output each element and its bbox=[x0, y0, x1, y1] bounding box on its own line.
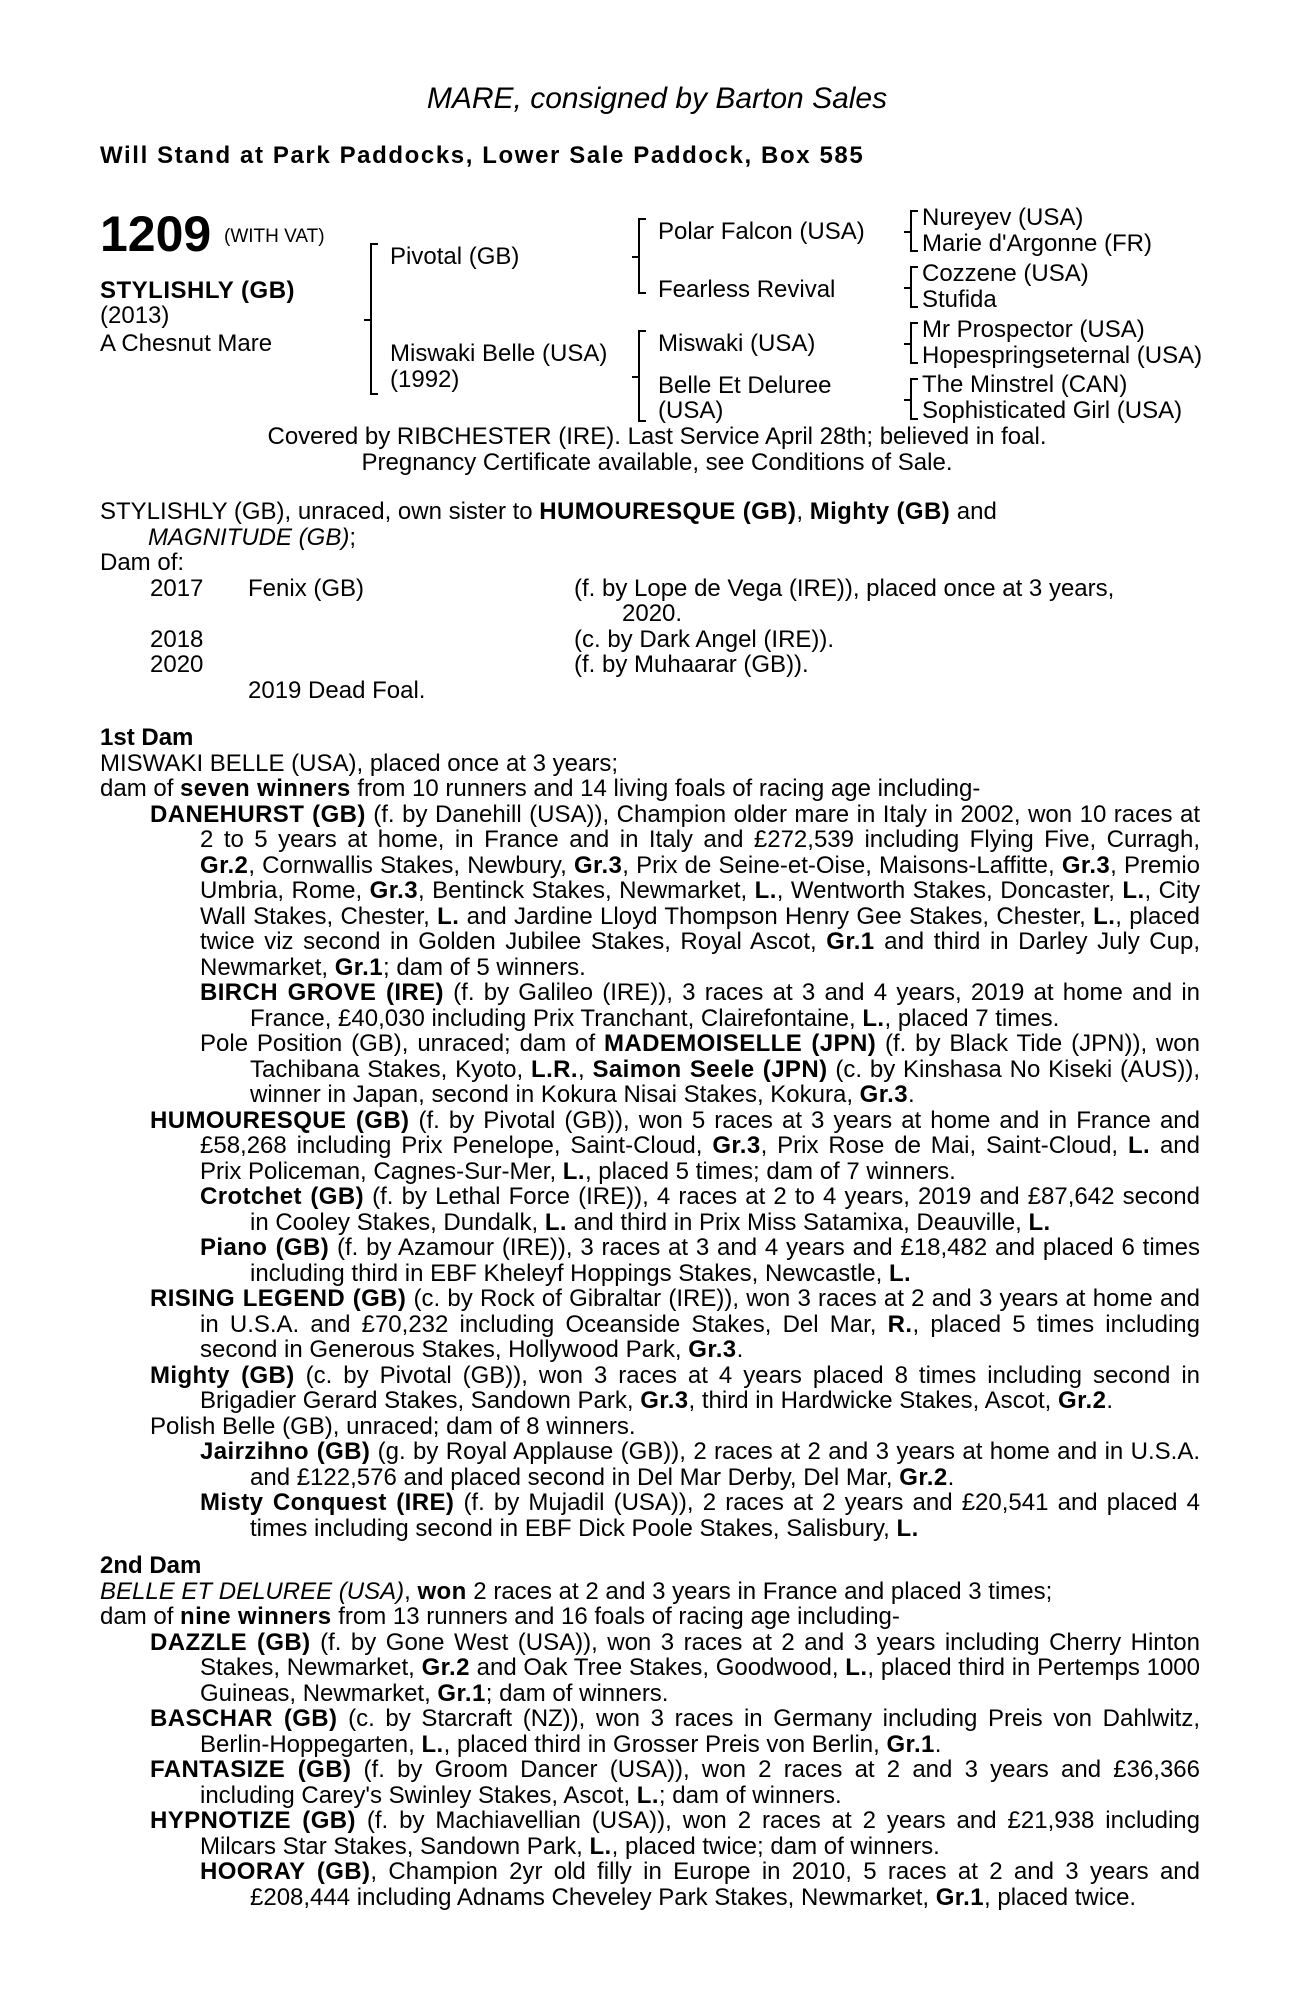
covered-note: Covered by RIBCHESTER (IRE). Last Service April 28th; believed in foal. bbox=[267, 423, 1047, 450]
first-dam-section bbox=[100, 725, 1200, 1541]
dam-dam-sire: The Minstrel (CAN) bbox=[922, 371, 1128, 398]
sire: Pivotal (GB) bbox=[390, 243, 520, 270]
pedigree-brace-ds bbox=[910, 322, 918, 364]
progeny-row: 2017 Fenix (GB) (f. by Lope de Vega (IRE)), placed once at 3 years, bbox=[150, 574, 1115, 602]
entry-humouresque: HUMOURESQUE (GB) (f. by Pivotal (GB)), won 5 races at 3 years at home and in France and £58,268 including Prix Penelope, Saint-Cloud, Gr.3, Prix Rose de Mai, Saint-Cloud, L. and Prix Policeman, Cagnes-Sur-Mer, L., placed 5 times; dam of 7 winners. bbox=[150, 1106, 1201, 1185]
progeny-list bbox=[100, 576, 1200, 704]
entry-misty-conquest: Misty Conquest (IRE) (f. by Mujadil (USA)), 2 races at 2 years and £20,541 and placed 4 times including second in EBF Dick Poole Stakes, Salisbury, L. bbox=[200, 1489, 1201, 1542]
horse-name: STYLISHLY (GB) bbox=[100, 277, 296, 304]
pedigree-brace-dd bbox=[910, 378, 918, 420]
sire-dam-sire: Cozzene (USA) bbox=[922, 260, 1089, 287]
sire-dam-dam: Stufida bbox=[922, 286, 997, 313]
entry-piano: Piano (GB) (f. by Azamour (IRE)), 3 races at 3 and 4 years and £18,482 and placed 6 times including third in EBF Kheleyf Hoppings Stakes, Newcastle, L. bbox=[200, 1234, 1200, 1287]
entry-hypnotize: HYPNOTIZE (GB) (f. by Machiavellian (USA)), won 2 races at 2 years and £21,938 including Milcars Star Stakes, Sandown Park, L., placed twice; dam of winners. bbox=[150, 1807, 1200, 1860]
first-dam-title: 1st Dam bbox=[100, 724, 194, 751]
horse-description: A Chesnut Mare bbox=[100, 330, 273, 357]
pedigree-brace-main bbox=[370, 243, 378, 395]
entry-jairzihno: Jairzihno (GB) (g. by Royal Applause (GB)), 2 races at 2 and 3 years at home and in U.S.A. and £122,576 and placed second in Del Mar Derby, Del Mar, Gr.2. bbox=[200, 1438, 1200, 1491]
entry-dazzle: DAZZLE (GB) (f. by Gone West (USA)), won 3 races at 2 and 3 years including Cherry Hinton Stakes, Newmarket, Gr.2 and Oak Tree Stakes, Goodwood, L., placed third in Pertemps 1000 Guineas, Newmarket, Gr.1; dam of winners. bbox=[150, 1628, 1201, 1707]
dam-sire: Miswaki (USA) bbox=[658, 330, 816, 357]
pedigree-brace-ss bbox=[910, 210, 918, 252]
dam-dam-dam: Sophisticated Girl (USA) bbox=[922, 397, 1183, 424]
entry-mighty: Mighty (GB) (c. by Pivotal (GB)), won 3 races at 4 years placed 8 times including second in Brigadier Gerard Stakes, Sandown Park, Gr.3, third in Hardwicke Stakes, Ascot, Gr.2. bbox=[150, 1361, 1200, 1414]
dam-of-label: Dam of: bbox=[100, 549, 185, 576]
entry-fantasize: FANTASIZE (GB) (f. by Groom Dancer (USA)), won 2 races at 2 and 3 years and £36,366 including Carey's Swinley Stakes, Ascot, L.; dam of winners. bbox=[150, 1756, 1201, 1809]
intro-block bbox=[100, 499, 1200, 703]
entry-baschar: BASCHAR (GB) (c. by Starcraft (NZ)), won 3 races in Germany including Preis von Dahlwitz, Berlin-Hoppegarten, L., placed third in Grosser Preis von Berlin, Gr.1. bbox=[150, 1705, 1201, 1758]
second-dam-summary: dam of nine winners from 13 runners and 16 foals of racing age including- bbox=[100, 1603, 900, 1630]
entry-rising-legend: RISING LEGEND (GB) (c. by Rock of Gibraltar (IRE)), won 3 races at 2 and 3 years at home and in U.S.A. and £70,232 including Oceanside Stakes, Del Mar, R., placed 5 times including second in Generous Stakes, Hollywood Park, Gr.3. bbox=[150, 1285, 1201, 1363]
entry-danehurst: DANEHURST (GB) (f. by Danehill (USA)), Champion older mare in Italy in 2002, won 10 races at 2 to 5 years at home, in France and in Italy and £272,539 including Flying Five, Curragh, Gr.2, Cornwallis Stakes, Newbury, Gr.3, Prix de Seine-et-Oise, Maisons-Laffitte, Gr.3, Premio Umbria, Rome, Gr.3, Bentinck Stakes, Newmarket, L., Wentworth Stakes, Doncaster, L., City Wall Stakes, Chester, L. and Jardine Lloyd Thompson Henry Gee Stakes, Chester, L., placed twice viz second in Golden Jubilee Stakes, Royal Ascot, Gr.1 and third in Darley July Cup, Newmarket, Gr.1; dam of 5 winners. bbox=[150, 800, 1201, 981]
pedigree-brace-sire bbox=[638, 218, 646, 294]
foaling-year: (2013) bbox=[100, 302, 170, 329]
dam: Miswaki Belle (USA) bbox=[390, 340, 608, 367]
consignment-header: MARE, consigned by Barton Sales bbox=[426, 82, 888, 115]
first-dam-line: MISWAKI BELLE (USA), placed once at 3 years; bbox=[100, 749, 618, 777]
progeny-row: 2019 Dead Foal. bbox=[248, 676, 426, 704]
entry-pole-position: Pole Position (GB), unraced; dam of MADEMOISELLE (JPN) (f. by Black Tide (JPN)), won Tachibana Stakes, Kyoto, L.R., Saimon Seele (JPN) (c. by Kinshasa No Kiseki (AUS)), winner in Japan, second in Kokura Nisai Stakes, Kokura, Gr.3. bbox=[200, 1030, 1200, 1108]
second-dam-section bbox=[100, 1553, 1200, 1910]
intro-paragraph: STYLISHLY (GB), unraced, own sister to HUMOURESQUE (GB), Mighty (GB) and MAGNITUDE (GB); bbox=[100, 498, 997, 551]
progeny-row: 2020 (f. by Muhaarar (GB)). bbox=[150, 651, 809, 678]
pedigree-brace-sd bbox=[910, 266, 918, 308]
vat-note: (WITH VAT) bbox=[224, 226, 325, 247]
sire-sire-sire: Nureyev (USA) bbox=[922, 204, 1084, 231]
lot-number: 1209 bbox=[100, 206, 212, 262]
progeny-row: 2020. bbox=[622, 600, 683, 627]
pregnancy-note: Pregnancy Certificate available, see Conditions of Sale. bbox=[361, 449, 953, 476]
stand-location: Will Stand at Park Paddocks, Lower Sale Paddock, Box 585 bbox=[100, 142, 865, 169]
sire-dam: Fearless Revival bbox=[658, 276, 836, 303]
pedigree-brace-dam bbox=[638, 330, 646, 422]
entry-birch-grove: BIRCH GROVE (IRE) (f. by Galileo (IRE)), 3 races at 3 and 4 years, 2019 at home and in France, £40,030 including Prix Tranchant, Clairefontaine, L., placed 7 times. bbox=[200, 979, 1200, 1032]
entry-hooray: HOORAY (GB), Champion 2yr old filly in Europe in 2010, 5 races at 2 and 3 years and £208,444 including Adnams Cheveley Park Stakes, Newmarket, Gr.1, placed twice. bbox=[200, 1858, 1201, 1911]
dam-dam: Belle Et Deluree bbox=[658, 372, 832, 399]
entry-crotchet: Crotchet (GB) (f. by Lethal Force (IRE)), 4 races at 2 to 4 years, 2019 and £87,642 second in Cooley Stakes, Dundalk, L. and third in Prix Miss Satamixa, Deauville, L. bbox=[200, 1183, 1200, 1236]
first-dam-summary: dam of seven winners from 10 runners and 14 living foals of racing age including- bbox=[100, 775, 981, 802]
second-dam-line: BELLE ET DELUREE (USA), won 2 races at 2 and 3 years in France and placed 3 times; bbox=[100, 1577, 1053, 1605]
entry-polish-belle: Polish Belle (GB), unraced; dam of 8 winners. bbox=[150, 1412, 636, 1440]
dam-sire-dam: Hopespringseternal (USA) bbox=[922, 342, 1203, 369]
progeny-row: 2018 (c. by Dark Angel (IRE)). bbox=[150, 625, 835, 653]
dam-dam-country: (USA) bbox=[658, 397, 724, 424]
sire-sire-dam: Marie d'Argonne (FR) bbox=[922, 230, 1152, 257]
sire-sire: Polar Falcon (USA) bbox=[658, 218, 865, 245]
dam-year: (1992) bbox=[390, 366, 460, 393]
second-dam-title: 2nd Dam bbox=[100, 1552, 202, 1579]
dam-sire-sire: Mr Prospector (USA) bbox=[922, 316, 1145, 343]
